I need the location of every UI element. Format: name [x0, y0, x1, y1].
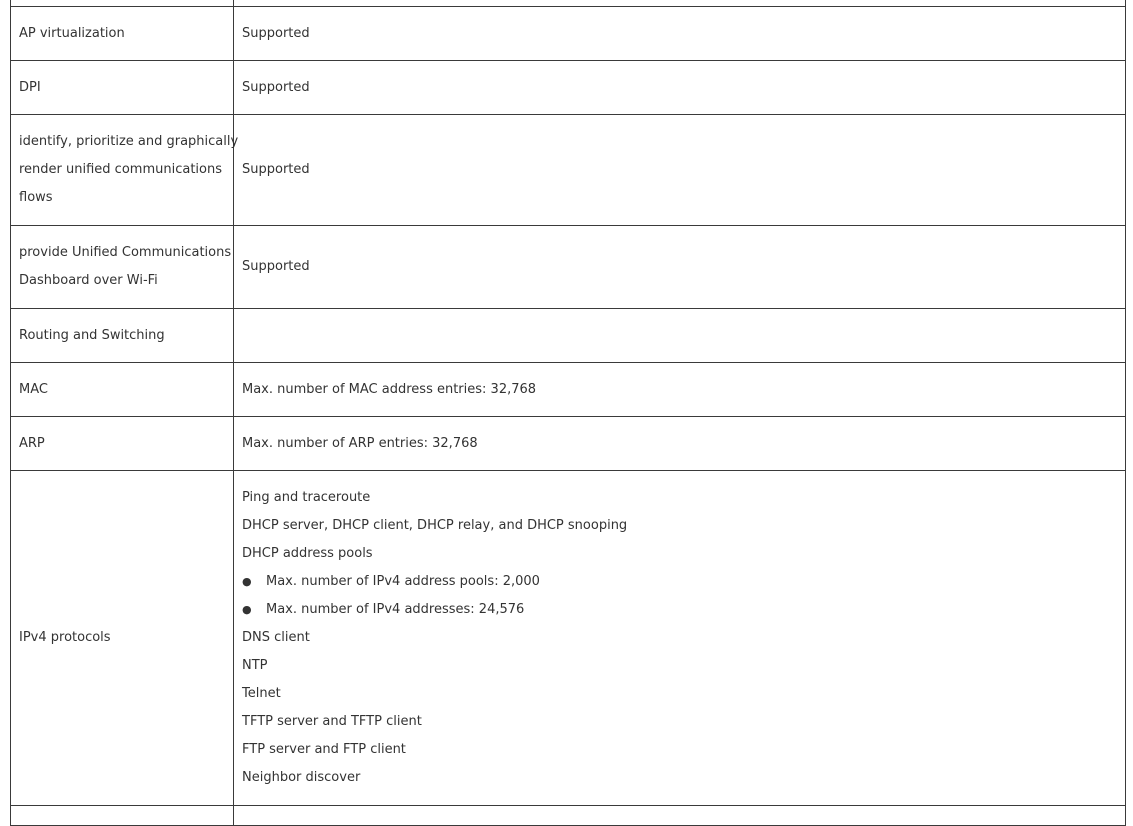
section-heading: Routing and Switching: [19, 327, 165, 343]
param-value: Supported: [242, 162, 310, 177]
param-value: Supported: [242, 25, 310, 41]
param-value-cell: [234, 806, 1126, 826]
bullet-item-text: Max. number of IPv4 addresses: 24,576: [266, 602, 525, 617]
param-value-cell: [234, 61, 1126, 115]
param-name-cell: [11, 417, 234, 471]
param-name: MAC: [19, 381, 48, 397]
param-value-cell: [234, 7, 1126, 61]
param-name-line: Dashboard over Wi-Fi: [19, 273, 158, 288]
param-value-cell: [234, 115, 1126, 226]
table-row: [11, 363, 1126, 417]
param-name-cell: [11, 806, 234, 826]
param-name-cell: [11, 226, 234, 309]
param-value-cell: [234, 363, 1126, 417]
param-name: DPI: [19, 79, 41, 95]
table-row: [11, 806, 1126, 826]
param-name-cell: [11, 7, 234, 61]
param-name: AP virtualization: [19, 25, 125, 41]
param-value-line: FTP server and FTP client: [242, 742, 406, 757]
table-row: [11, 226, 1126, 309]
param-name: ARP: [19, 435, 45, 451]
param-value-cell: [234, 471, 1126, 806]
param-name-line: render unified communications: [19, 162, 222, 177]
param-name-cell: [11, 471, 234, 806]
param-name-cell: [11, 309, 234, 363]
param-name-line: identify, prioritize and graphically: [19, 134, 239, 149]
param-value-line: Neighbor discover: [242, 770, 361, 785]
param-value-line: DNS client: [242, 630, 310, 645]
table-row: [11, 309, 1126, 363]
param-value: Supported: [242, 259, 310, 274]
param-value-line: Ping and traceroute: [242, 490, 371, 505]
bullet-list-item: [242, 596, 1117, 624]
param-name-cell: [11, 115, 239, 226]
table-row: [11, 7, 1126, 61]
table-row: [11, 471, 1126, 806]
bullet-list-item: [242, 568, 1117, 596]
param-value: Max. number of MAC address entries: 32,768: [242, 381, 537, 397]
param-value-line: DHCP server, DHCP client, DHCP relay, and DHCP snooping: [242, 518, 628, 533]
spec-table: [10, 0, 1126, 826]
param-name-cell: [11, 61, 234, 115]
bullet-icon: ●: [242, 575, 252, 588]
param-name-line: provide Unified Communications: [19, 245, 232, 260]
param-name-line: flows: [19, 190, 53, 205]
param-value-line: TFTP server and TFTP client: [242, 714, 422, 729]
bullet-icon: ●: [242, 603, 252, 616]
param-value-line: DHCP address pools: [242, 546, 373, 561]
param-value-line: NTP: [242, 658, 268, 673]
table-row: [11, 61, 1126, 115]
table-row: [11, 115, 1126, 226]
param-value-cell: [234, 309, 1126, 363]
param-value-line: Telnet: [242, 686, 281, 701]
param-name: IPv4 protocols: [19, 630, 111, 645]
param-value: Supported: [242, 79, 310, 95]
param-value-cell: [234, 226, 1126, 309]
param-value: Max. number of ARP entries: 32,768: [242, 435, 478, 451]
param-name-cell: [11, 363, 234, 417]
param-value-cell: [234, 417, 1126, 471]
table-row: [11, 417, 1126, 471]
bullet-item-text: Max. number of IPv4 address pools: 2,000: [266, 574, 540, 589]
